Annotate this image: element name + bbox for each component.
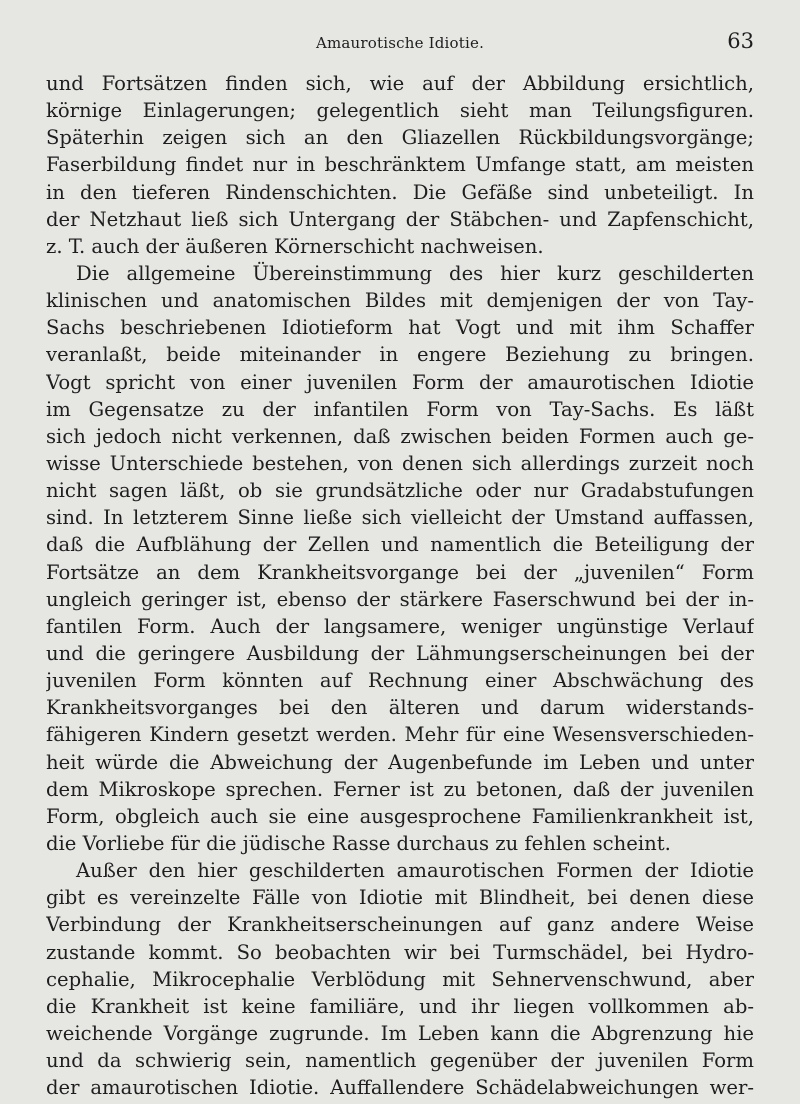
text-line: Form, obgleich auch sie eine ausgesprochene Familienkrankheit ist, [46, 804, 754, 828]
text-line: Sachs beschriebenen Idiotieform hat Vogt und mit ihm Schaffer [46, 316, 754, 340]
text-line: sind. In letzterem Sinne ließe sich vielleicht der Umstand auffassen, [46, 506, 754, 530]
text-line: Verbindung der Krankheitserscheinungen auf ganz andere Weise [46, 913, 754, 937]
text-line: fähigeren Kindern gesetzt werden. Mehr für eine Wesensverschieden- [46, 723, 754, 747]
text-line: heit würde die Abweichung der Augenbefunde im Leben und unter [46, 750, 754, 774]
text-line: nicht sagen läßt, ob sie grundsätzliche oder nur Gradabstufungen [46, 479, 754, 503]
body-text [46, 70, 754, 1101]
text-line: und Fortsätzen finden sich, wie auf der Abbildung ersichtlich, [46, 72, 754, 95]
text-line: wisse Unterschiede bestehen, von denen sich allerdings zurzeit noch [46, 451, 754, 475]
text-line: gibt es vereinzelte Fälle von Idiotie mit Blindheit, bei denen diese [46, 886, 754, 910]
text-line: im Gegensatze zu der infantilen Form von Tay-Sachs. Es läßt [46, 397, 754, 421]
text-line: Vogt spricht von einer juvenilen Form der amaurotischen Idiotie [46, 370, 754, 394]
text-line: veranlaßt, beide miteinander in engere Beziehung zu bringen. [46, 343, 754, 367]
text-line: daß die Aufblähung der Zellen und namentlich die Beteiligung der [46, 533, 754, 557]
paragraph-first-line: Außer den hier geschilderten amaurotischen Formen der Idiotie [76, 859, 754, 883]
text-line: ungleich geringer ist, ebenso der stärkere Faserschwund bei der in- [46, 587, 754, 611]
text-line: körnige Einlagerungen; gelegentlich sieht man Teilungsfiguren. [46, 99, 754, 123]
page-header [0, 26, 800, 60]
text-line: die Krankheit ist keine familiäre, und ihr liegen vollkommen ab- [46, 994, 754, 1018]
text-line: Späterhin zeigen sich an den Gliazellen Rückbildungsvorgänge; [46, 126, 754, 150]
text-line: Krankheitsvorganges bei den älteren und darum widerstands- [46, 696, 754, 720]
text-line: z. T. auch der äußeren Körnerschicht nachweisen. [46, 234, 544, 258]
page-number: 63 [727, 29, 754, 53]
text-line: zustande kommt. So beobachten wir bei Turmschädel, bei Hydro- [46, 940, 754, 964]
text-line: und die geringere Ausbildung der Lähmungserscheinungen bei der [46, 641, 754, 665]
text-line: fantilen Form. Auch der langsamere, weniger ungünstige Verlauf [46, 614, 754, 638]
text-line: klinischen und anatomischen Bildes mit demjenigen der von Tay- [46, 289, 754, 313]
text-line: cephalie, Mikrocephalie Verblödung mit Sehnervenschwund, aber [46, 967, 754, 991]
text-line: juvenilen Form könnten auf Rechnung einer Abschwächung des [46, 669, 754, 693]
text-line: der amaurotischen Idiotie. Auffallendere Schädelabweichungen wer- [46, 1076, 754, 1100]
text-line: dem Mikroskope sprechen. Ferner ist zu betonen, daß der juvenilen [46, 777, 754, 801]
paragraph-first-line: Die allgemeine Übereinstimmung des hier kurz geschilderten [76, 261, 754, 285]
text-line: der Netzhaut ließ sich Untergang der Stäbchen- und Zapfenschicht, [46, 207, 754, 231]
text-line: sich jedoch nicht verkennen, daß zwischen beiden Formen auch ge- [46, 424, 754, 448]
text-line: Fortsätze an dem Krankheitsvorgange bei der „juvenilen“ Form [46, 560, 754, 584]
text-line: weichende Vorgänge zugrunde. Im Leben kann die Abgrenzung hie [46, 1021, 754, 1045]
running-title: Amaurotische Idiotie. [315, 34, 485, 52]
text-line: die Vorliebe für die jüdische Rasse durchaus zu fehlen scheint. [46, 831, 671, 855]
text-line: in den tieferen Rindenschichten. Die Gefäße sind unbeteiligt. In [46, 180, 754, 204]
text-line: und da schwierig sein, namentlich gegenüber der juvenilen Form [46, 1049, 754, 1073]
text-line: Faserbildung findet nur in beschränktem Umfange statt, am meisten [46, 153, 754, 177]
